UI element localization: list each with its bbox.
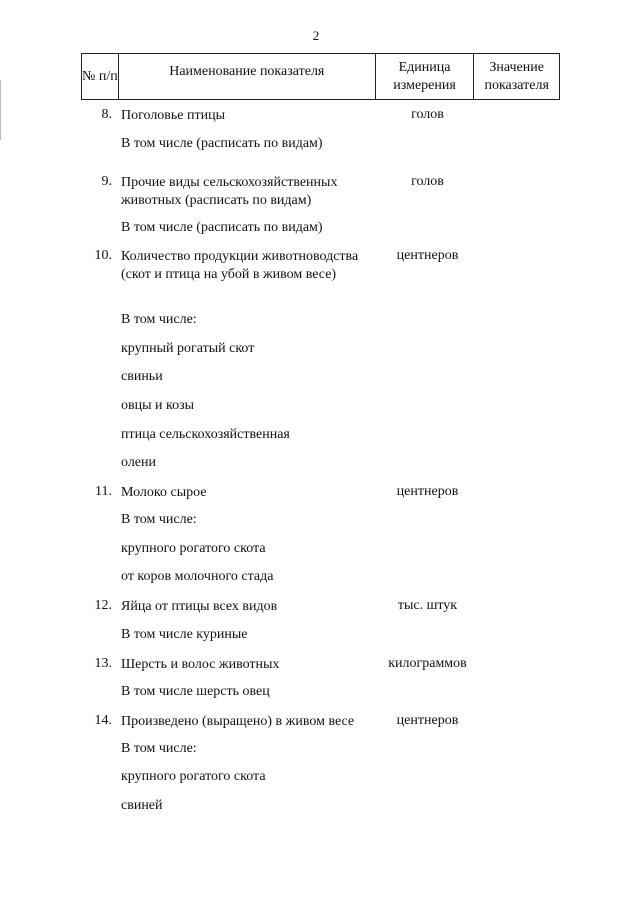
header-name: Наименование показателя bbox=[119, 54, 376, 99]
row-subitem: свиней bbox=[121, 798, 163, 813]
row-subitem: овцы и козы bbox=[121, 398, 195, 413]
header-value: Значение показателя bbox=[484, 59, 549, 93]
row-number: 14. bbox=[94, 713, 112, 728]
row-number: 8. bbox=[101, 107, 112, 122]
row-subitem: В том числе: bbox=[121, 741, 197, 756]
row-subitem: В том числе: bbox=[121, 512, 197, 527]
row-name: Шерсть и волос животных bbox=[121, 657, 280, 672]
row-name: Молоко сырое bbox=[121, 485, 207, 500]
row-subitem: В том числе шерсть овец bbox=[121, 684, 270, 699]
row-subitem: от коров молочного стада bbox=[121, 569, 274, 584]
page-number: 2 bbox=[312, 28, 320, 43]
row-name: Количество продукции животноводства (скот и птица на убой в живом весе) bbox=[121, 249, 359, 282]
row-subitem: В том числе: bbox=[121, 312, 197, 327]
row-name: Яйца от птицы всех видов bbox=[121, 599, 278, 614]
header-num: № п/п bbox=[82, 54, 119, 99]
row-name: Поголовье птицы bbox=[121, 108, 226, 123]
row-unit: тыс. штук bbox=[397, 598, 458, 613]
row-subitem: крупного рогатого скота bbox=[121, 541, 266, 556]
row-subitem: В том числе (расписать по видам) bbox=[121, 136, 323, 151]
row-number: 11. bbox=[95, 484, 112, 499]
row-number: 10. bbox=[94, 248, 112, 263]
row-unit: голов bbox=[411, 107, 444, 122]
row-subitem: крупный рогатый скот bbox=[121, 341, 255, 356]
row-number: 9. bbox=[101, 174, 112, 189]
row-unit: центнеров bbox=[396, 713, 459, 728]
row-name: Прочие виды сельскохозяйственных животных (расписать по видам) bbox=[121, 175, 338, 208]
header-unit: Единица измерения bbox=[376, 54, 475, 99]
row-subitem: олени bbox=[121, 455, 156, 470]
row-unit: голов bbox=[411, 174, 444, 189]
row-subitem: свиньи bbox=[121, 369, 163, 384]
row-subitem: В том числе куриные bbox=[121, 627, 248, 642]
row-subitem: В том числе (расписать по видам) bbox=[121, 220, 323, 235]
row-subitem: птица сельскохозяйственная bbox=[121, 427, 290, 442]
table-header bbox=[81, 53, 560, 100]
row-unit: центнеров bbox=[396, 484, 459, 499]
row-number: 13. bbox=[94, 656, 112, 671]
row-unit: центнеров bbox=[396, 248, 459, 263]
row-number: 12. bbox=[94, 598, 112, 613]
row-subitem: крупного рогатого скота bbox=[121, 769, 266, 784]
scan-margin-mark bbox=[0, 80, 1, 140]
row-name: Произведено (выращено) в живом весе bbox=[121, 714, 355, 729]
row-unit: килограммов bbox=[388, 656, 467, 671]
